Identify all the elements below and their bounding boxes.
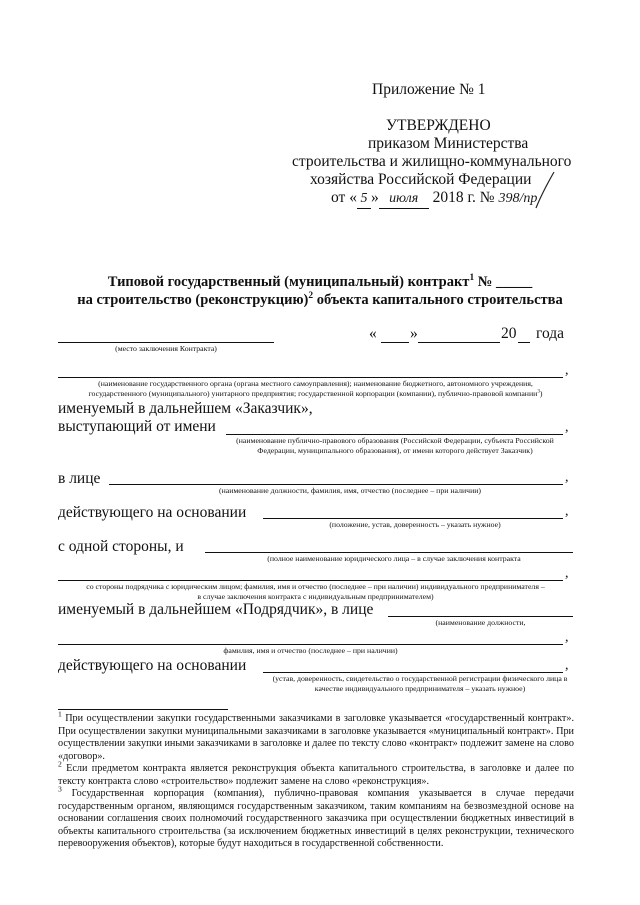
- date-year-prefix: 20: [501, 325, 517, 342]
- handwritten-order-number: 398/пр: [498, 191, 538, 206]
- date-prefix: от «: [331, 189, 357, 206]
- comma: ,: [565, 566, 569, 581]
- contract-title-line-2: на строительство (реконструкцию)$^2$ объекта капитального строительства: [77, 291, 563, 308]
- handwritten-date-day: 5: [357, 190, 371, 209]
- footnote-3: $^3$ Государственная корпорация (компания), публично-правовая компания указывается в случае передачи государственным органом, являющимся государственным заказчиком, таким компаниям на безвозмездной основе на основании соглашения своих полномочий государственного заказчика при осуществлении бюджетных инвестиций в объекты капитального строительства (за исключением бюджетных инвестиций в целях реконструкции, технического перевооружения объектов), которые будут находиться в государственной собственности.: [58, 784, 575, 850]
- footnote-1: $^1$ При осуществлении закупки государственными заказчиками в заголовке указывается «государственный контракт». При осуществлении закупки муниципальными заказчиками в заголовке указывается «муниципальный контракт». При осуществлении закупки иными заказчиками в заголовке и далее по тексту слово «контракт» подлежит замене на слово «договор».: [58, 709, 574, 762]
- ministry-line-2: хозяйства Российской Федерации: [310, 171, 532, 188]
- acting-on-behalf-label: выступающий от имени: [58, 418, 216, 435]
- order-date-line: [331, 189, 546, 209]
- acting-basis-label: действующего на основании: [58, 504, 247, 521]
- contractor-position-field[interactable]: [388, 616, 573, 617]
- date-year: 2018 г. №: [432, 189, 495, 206]
- date-day-field[interactable]: [381, 342, 409, 343]
- contractor-caption: (полное наименование юридического лица – в случае заключения контракта: [267, 554, 521, 563]
- approved-label: УТВЕРЖДЕНО: [386, 117, 491, 134]
- date-mid: »: [370, 189, 379, 206]
- public-entity-field[interactable]: [226, 434, 563, 435]
- basis-field[interactable]: [263, 518, 563, 519]
- pen-stroke-mark: [532, 170, 556, 210]
- organization-field[interactable]: [58, 377, 563, 378]
- comma: ,: [565, 363, 569, 378]
- comma: ,: [565, 658, 569, 673]
- contractor-field[interactable]: [205, 552, 573, 553]
- comma: ,: [565, 504, 569, 519]
- comma: ,: [565, 420, 569, 435]
- date-quote-open: «: [369, 325, 377, 342]
- contractor-position-caption: (наименование должности,: [435, 618, 526, 627]
- contractor-field-continued[interactable]: [58, 580, 563, 581]
- footnote-2: $^2$ Если предметом контракта является реконструкция объекта капитального строительства, в заголовке и далее по тексту контракта слово «строительство» подлежит замене на слово «реконструкция».: [58, 759, 575, 787]
- footnote-ref-1: 1: [469, 273, 475, 284]
- contract-title-line-1: Типовой государственный (муниципальный) контракт$^1$ № _____: [107, 273, 533, 290]
- comma: ,: [565, 630, 569, 645]
- acting-basis-label-2: действующего на основании: [58, 657, 247, 674]
- place-field[interactable]: [58, 342, 274, 343]
- representative-field[interactable]: [109, 484, 563, 485]
- handwritten-date-month: июля: [379, 190, 429, 209]
- place-caption: (место заключения Контракта): [115, 344, 217, 353]
- organization-caption: (наименование государственного органа (органа местного самоуправления); наименование бюджетного, автономного учреждения, государственного (муниципального) унитарного предприятия; государственной корпорации (компании), публично-правовой компании$^3$): [88, 379, 543, 398]
- public-entity-caption: (наименование публично-правового образования (Российской Федерации, субъекта Российской Федерации, муниципального образования), от имени которого действует Заказчик): [236, 436, 554, 455]
- comma: ,: [565, 470, 569, 485]
- contractor-named-label: именуемый в дальнейшем «Подрядчик», в лице: [58, 601, 374, 618]
- basis-caption: (положение, устав, доверенность – указать нужное): [329, 520, 501, 529]
- footnote-ref-2: 2: [308, 291, 314, 302]
- footnote-separator: [58, 709, 228, 710]
- contractor-caption-continued: со стороны подрядчика с юридическим лицом; фамилия, имя и отчество (последнее – при наличии) индивидуального предпринимателя – в случае заключения контракта с индивидуальным предпринимателем): [86, 582, 545, 601]
- basis-field-2[interactable]: [263, 672, 563, 673]
- one-side-label: с одной стороны, и: [58, 538, 184, 555]
- ministry-line-1: строительства и жилищно-коммунального: [292, 153, 572, 170]
- in-person-label: в лице: [58, 470, 101, 487]
- basis-caption-2: (устав, доверенность, свидетельство о государственной регистрации физического лица в качестве индивидуального предпринимателя – указать нужное): [272, 674, 568, 693]
- date-quote-close: »: [410, 325, 418, 342]
- contractor-name-field[interactable]: [58, 644, 563, 645]
- customer-named-label: именуемый в дальнейшем «Заказчик»,: [58, 400, 313, 417]
- date-month-field[interactable]: [418, 342, 500, 343]
- order-line: приказом Министерства: [368, 135, 529, 152]
- date-year-suffix: года: [536, 325, 565, 342]
- appendix-label: Приложение № 1: [372, 81, 486, 98]
- contractor-name-caption: фамилия, имя и отчество (последнее – при наличии): [223, 646, 398, 655]
- date-year-field[interactable]: [518, 342, 530, 343]
- position-caption: (наименование должности, фамилия, имя, отчество (последнее – при наличии): [218, 486, 482, 495]
